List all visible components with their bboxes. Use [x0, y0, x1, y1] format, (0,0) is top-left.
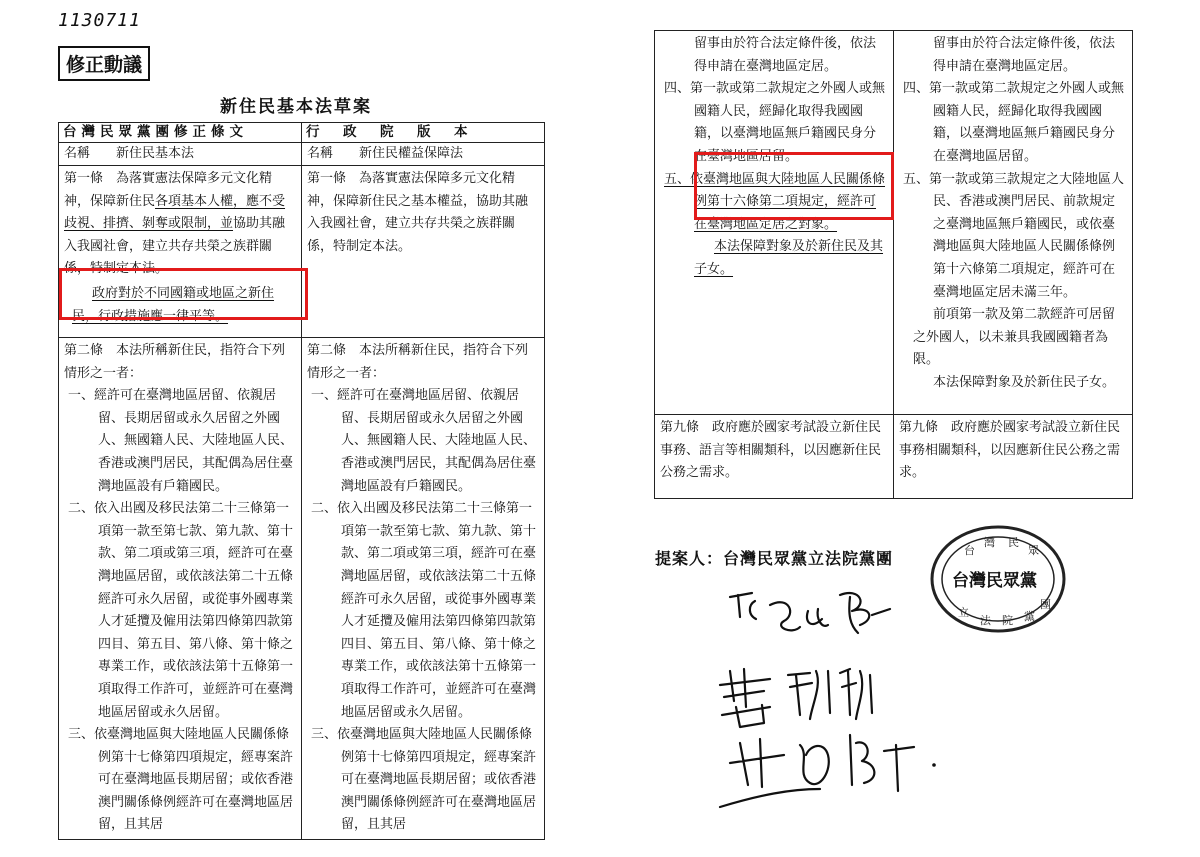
continuation-party: 留事由於符合法定條件後，依法得申請在臺灣地區定居。 四、第一款或第二款規定之外國人或無國籍人民，經歸化取得我國國籍，以臺灣地區無戶籍國民身分在臺灣地區居留。 五、依臺灣地區與大陸地區人民關係條例第十六條第二項規定，經許可在臺灣地區定居之對象。 本法保障對象及於新住民及其子女。	[655, 31, 894, 415]
proposer-label: 提案人：台灣民眾黨立法院黨團	[655, 549, 894, 568]
highlight-box-article1	[59, 268, 308, 320]
right-paragraph2-executive: 前項第一款及第二款經許可居留之外國人，以未兼具我國國籍者為限。	[913, 307, 1116, 368]
svg-text:院: 院	[1002, 614, 1013, 627]
svg-text:民: 民	[1008, 536, 1019, 549]
article1-new-paragraph: 政府對於不同國籍或地區之新住民，行政措施應一律平等。	[72, 285, 275, 324]
name-row-executive: 名稱 新住民權益保障法	[302, 143, 545, 166]
right-item4-party: 四、第一款或第二款規定之外國人或無國籍人民，經歸化取得我國國籍，以臺灣地區無戶籍國民身分在臺灣地區居留。	[664, 81, 886, 164]
article1-party-text: 第一條 為落實憲法保障多元文化精神，保障新住民各項基本人權，應不受歧視、排擠、剝奪或限制，並協助其融入我國社會，建立共存共榮之族群關係，特制定本法。	[64, 171, 286, 277]
article2-item2: 二、依入出國及移民法第二十三條第一項第一款至第七款、第九款、第十款、第二項或第三項，經許可在臺灣地區居留，或依該法第二十五條經許可永久居留，或從事外國專業人才延攬及僱用法第四條第四款第四目、第五目、第八條、第十條之專業工作，或依該法第十五條第一項取得工作許可，並經許可在臺灣地區居留或永久居留。	[68, 501, 294, 720]
motion-label: 修正動議	[58, 46, 150, 81]
article2-item1: 一、經許可在臺灣地區居留、依親居留、長期居留或永久居留之外國人、無國籍人民、大陸地區人民、香港或澳門居民，其配偶為居住臺灣地區設有戶籍國民。	[68, 388, 294, 494]
document-number: 1130711	[58, 10, 141, 31]
handwritten-signatures	[700, 575, 960, 820]
right-comparison-table	[654, 30, 1133, 499]
article2-item3: 三、依臺灣地區與大陸地區人民關係條例第十七條第四項規定，經專案許可在臺灣地區長期居留；或依香港澳門關係條例經許可在臺灣地區居留，且其居	[68, 727, 294, 833]
article9-executive: 第九條 政府應於國家考試設立新住民事務相關類科，以因應新住民公務之需求。	[894, 415, 1133, 499]
svg-text:灣: 灣	[984, 536, 995, 549]
svg-text:法: 法	[980, 614, 991, 627]
underlined-amendment: 各項基本人權，應不受歧視、排擠、剝奪或限制，並	[64, 193, 286, 232]
article2-party: 第二條 本法所稱新住民，指符合下列情形之一者： 一、經許可在臺灣地區居留、依親居留、長期居留或永久居留之外國人、無國籍人民、大陸地區人民、香港或澳門居民，其配偶為居住臺灣地區設有戶籍國民。 二、依入出國及移民法第二十三條第一項第一款至第七款、第九款、第十款、第二項或第三項，經許可在臺灣地區居留，或依該法第二十五條經許可永久居留，或從事外國專業人才延攬及僱用法第四條第四款第四目、第五目、第八條、第十條之專業工作，或依該法第十五條第一項取得工作許可，並經許可在臺灣地區居留或永久居留。 三、依臺灣地區與大陸地區人民關係條例第十七條第四項規定，經專案許可在臺灣地區長期居留；或依香港澳門關係條例經許可在臺灣地區居留，且其居	[59, 338, 302, 840]
col-header-executive: 行 政 院 版 本	[302, 123, 545, 143]
article2-executive: 第二條 本法所稱新住民，指符合下列情形之一者： 一、經許可在臺灣地區居留、依親居留、長期居留或永久居留之外國人、無國籍人民、大陸地區人民、香港或澳門居民，其配偶為居住臺灣地區設有戶籍國民。 二、依入出國及移民法第二十三條第一項第一款至第七款、第九款、第十款、第二項或第三項，經許可在臺灣地區居留，或依該法第二十五條經許可永久居留，或從事外國專業人才延攬及僱用法第四條第四款第四目、第五目、第八條、第十條之專業工作，或依該法第十五條第一項取得工作許可，並經許可在臺灣地區居留或永久居留。 三、依臺灣地區與大陸地區人民關係條例第十七條第四項規定，經專案許可在臺灣地區長期居留；或依香港澳門關係條例經許可在臺灣地區居留，且其居	[302, 338, 545, 840]
right-protection-scope-party: 本法保障對象及於新住民及其子女。	[694, 239, 884, 277]
svg-text:眾: 眾	[1028, 544, 1039, 557]
svg-text:台: 台	[964, 544, 975, 557]
continuation-executive: 留事由於符合法定條件後，依法得申請在臺灣地區定居。 四、第一款或第二款規定之外國人或無國籍人民，經歸化取得我國國籍，以臺灣地區無戶籍國民身分在臺灣地區居留。 五、第一款或第三款規定之大陸地區人民、香港或澳門居民、前款規定之臺灣地區無戶籍國民，或依臺灣地區與大陸地區人民關係條例第十六條第二項規定，經許可在臺灣地區定居未滿三年。 前項第一款及第二款經許可居留之外國人，以未兼具我國國籍者為限。 本法保障對象及於新住民子女。	[894, 31, 1133, 415]
article2-exec-item1: 一、經許可在臺灣地區居留、依親居留、長期居留或永久居留之外國人、無國籍人民、大陸地區人民、香港或澳門居民，其配偶為居住臺灣地區設有戶籍國民。	[311, 388, 537, 494]
right-item5-executive: 五、第一款或第三款規定之大陸地區人民、香港或澳門居民、前款規定之臺灣地區無戶籍國民，或依臺灣地區與大陸地區人民關係條例第十六條第二項規定，經許可在臺灣地區定居未滿三年。	[903, 171, 1125, 300]
col-header-party: 台灣民眾黨團修正條文	[59, 123, 302, 143]
article1-executive: 第一條 為落實憲法保障多元文化精神，保障新住民之基本權益，協助其融入我國社會，建立共存共榮之族群關係，特制定本法。	[302, 166, 545, 338]
article2-exec-item2: 二、依入出國及移民法第二十三條第一項第一款至第七款、第九款、第十款、第二項或第三項，經許可在臺灣地區居留，或依該法第二十五條經許可永久居留，或從事外國專業人才延攬及僱用法第四條第四款第四目、第五目、第八條、第十條之專業工作，或依該法第十五條第一項取得工作許可，並經許可在臺灣地區居留或永久居留。	[311, 501, 537, 720]
right-item5-party: 五、依臺灣地區與大陸地區人民關係條例第十六條第二項規定，經許可在臺灣地區定居之對象。	[664, 171, 886, 232]
article2-exec-item3: 三、依臺灣地區與大陸地區人民關係條例第十七條第四項規定，經專案許可在臺灣地區長期居留；或依香港澳門關係條例經許可在臺灣地區居留，且其居	[311, 727, 537, 833]
svg-text:團: 團	[1040, 598, 1051, 611]
page-title: 新住民基本法草案	[220, 97, 372, 117]
right-paragraph3-executive: 本法保障對象及於新住民子女。	[933, 374, 1116, 390]
svg-text:立: 立	[958, 606, 969, 619]
article9-party: 第九條 政府應於國家考試設立新住民事務、語言等相關類科，以因應新住民公務之需求。	[655, 415, 894, 499]
name-row-party: 名稱 新住民基本法	[59, 143, 302, 166]
left-comparison-table	[58, 122, 545, 840]
svg-text:台灣民眾黨: 台灣民眾黨	[952, 571, 1037, 591]
right-item4-executive: 四、第一款或第二款規定之外國人或無國籍人民，經歸化取得我國國籍，以臺灣地區無戶籍國民身分在臺灣地區居留。	[903, 81, 1125, 164]
highlight-box-item5	[694, 152, 894, 220]
svg-text:黨: 黨	[1024, 610, 1035, 623]
